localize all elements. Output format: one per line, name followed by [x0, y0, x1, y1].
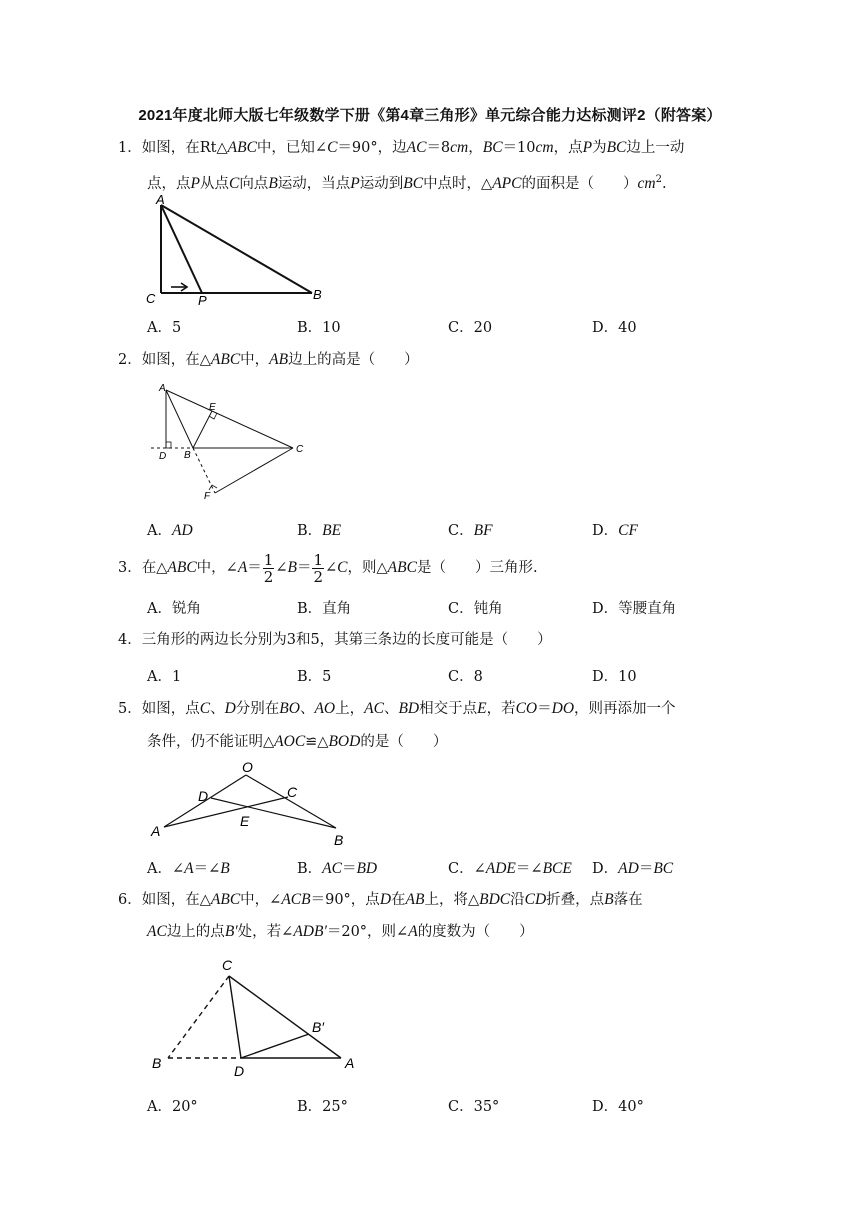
option-text: BF	[473, 522, 493, 539]
var: C	[199, 700, 211, 717]
option-label: A．	[147, 523, 172, 539]
text: ＝	[247, 560, 262, 576]
var: C	[337, 559, 348, 576]
question-6-line-1	[118, 890, 643, 910]
option-label: B．	[297, 669, 323, 685]
var: A	[237, 559, 248, 576]
segment-ap	[161, 205, 202, 293]
var: A	[184, 860, 194, 877]
option-label: D．	[592, 523, 619, 539]
label-c: C	[296, 444, 304, 455]
question-2-option-a[interactable]	[147, 519, 193, 540]
fraction-half	[312, 552, 324, 585]
var: ADE	[485, 860, 516, 877]
option-label: B．	[297, 1099, 323, 1115]
page-title: 2021年度北师大版七年级数学下册《第4章三角形》单元综合能力达标测评2（附答案）	[138, 107, 722, 124]
text: 向点	[239, 175, 269, 192]
question-6-option-b[interactable]	[297, 1095, 348, 1116]
segment-cb-dashed	[168, 976, 229, 1058]
question-2-text	[118, 350, 419, 370]
question-2-option-c[interactable]	[448, 519, 493, 540]
text: ＝90°，点	[310, 892, 380, 908]
label-c: C	[222, 957, 233, 973]
segment-ab	[166, 390, 193, 448]
text: ∠	[171, 861, 185, 877]
option-label: C．	[448, 601, 474, 617]
question-4-option-d[interactable]	[592, 665, 637, 686]
var: cm	[535, 139, 554, 156]
var: AC	[364, 700, 384, 717]
text: ＝	[296, 560, 312, 576]
var: AC	[322, 860, 342, 877]
segment-ac	[166, 390, 293, 448]
var: ABC	[227, 139, 257, 156]
option-text: 锐角	[171, 601, 201, 617]
text: 从点	[199, 175, 229, 192]
option-text: 20°	[171, 1099, 198, 1115]
option-text: 5	[322, 669, 332, 685]
question-5-option-a[interactable]	[147, 857, 230, 878]
var: AC	[406, 139, 427, 156]
option-label: D．	[592, 861, 619, 877]
text: 、	[210, 701, 225, 717]
question-1-option-b[interactable]	[297, 316, 341, 337]
right-angle-mark-f	[209, 485, 217, 490]
text: 上，将△	[424, 892, 480, 908]
label-f: F	[204, 491, 211, 502]
option-label: B．	[297, 523, 323, 539]
var: BC	[482, 139, 503, 156]
label-e: E	[209, 402, 216, 413]
text: 、	[299, 701, 315, 717]
question-6-option-c[interactable]	[448, 1095, 499, 1116]
var: ACB	[281, 891, 311, 908]
var: B′	[224, 923, 238, 940]
label-d: D	[159, 451, 167, 462]
option-label: B．	[297, 601, 323, 617]
superscript: 2	[655, 174, 662, 185]
text: 三角形的两边长分别为3和5，其第三条边的长度可能是（ ）	[141, 632, 552, 648]
text: 中，已知∠	[256, 140, 328, 156]
var: cm	[637, 174, 656, 192]
label-c: C	[146, 291, 156, 306]
option-label: C．	[448, 1099, 474, 1115]
segment-db-prime	[241, 1034, 309, 1058]
text: 的面积是（ ）	[521, 175, 638, 192]
var: B	[220, 860, 230, 877]
segment-cf	[215, 448, 293, 493]
var: cm	[450, 139, 469, 156]
var: BDC	[479, 891, 511, 908]
text: 中点时，△	[423, 175, 493, 192]
text: ≌△	[305, 734, 329, 750]
var: D	[379, 891, 392, 908]
label-b: B	[184, 450, 191, 461]
figure-q5-triangles	[148, 758, 358, 850]
segment-cd	[229, 976, 241, 1058]
text: 如图，在Rt△	[141, 140, 228, 156]
var: D	[224, 700, 236, 717]
option-text: 10	[618, 669, 637, 685]
question-5-option-d[interactable]	[592, 857, 673, 878]
option-text: 10	[322, 320, 341, 336]
text: 边上的高是（ ）	[288, 352, 419, 368]
text: 在	[391, 892, 406, 908]
text: 的度数为（ ）	[417, 924, 534, 940]
question-number: 3．	[118, 560, 142, 576]
question-number: 4．	[118, 632, 142, 648]
var: ADB′	[293, 923, 327, 940]
text: 中，	[240, 352, 270, 368]
text: 为	[592, 140, 607, 156]
label-a: A	[159, 383, 166, 394]
var: BC	[403, 174, 424, 192]
var: ABC	[167, 559, 197, 576]
question-5-option-c[interactable]	[448, 857, 572, 878]
var: AO	[314, 700, 336, 717]
text: 分别在	[235, 701, 280, 717]
question-1-option-a[interactable]	[147, 316, 181, 337]
text: 上，	[335, 701, 365, 717]
text: ＝8	[426, 140, 451, 156]
text: 在△	[141, 560, 168, 576]
text: ，则△	[347, 560, 388, 576]
segment-ca	[229, 976, 341, 1058]
var: BCE	[542, 860, 572, 877]
text: 运动，当点	[277, 175, 351, 192]
question-4-text	[118, 630, 552, 650]
question-5-line-2	[147, 732, 447, 752]
option-label: A．	[147, 320, 172, 336]
text: 相交于点	[419, 701, 478, 717]
text: 条件，仍不能证明△	[147, 734, 275, 750]
text: ＝	[537, 701, 552, 717]
label-d: D	[198, 788, 209, 804]
text: 如图，点	[141, 701, 200, 717]
question-2-option-b[interactable]	[297, 519, 341, 540]
label-a: A	[151, 823, 161, 839]
question-number: 1．	[118, 140, 142, 156]
option-text: 5	[171, 320, 182, 336]
text: 如图，在△	[141, 892, 211, 908]
question-number: 2．	[118, 352, 142, 368]
text: 中，∠	[196, 560, 238, 576]
text: ∠	[325, 560, 338, 576]
var: AC	[147, 923, 167, 940]
var: BC	[653, 860, 674, 877]
option-label: C．	[448, 320, 474, 336]
text: ＝	[638, 861, 654, 877]
text: ，点	[553, 140, 583, 156]
question-4-option-c[interactable]	[448, 665, 483, 686]
question-3-option-c[interactable]	[448, 597, 503, 618]
var: ABC	[210, 351, 241, 368]
label-c: C	[287, 784, 298, 800]
text: 处，若∠	[237, 924, 294, 940]
var: C	[327, 139, 338, 156]
numerator: 1	[313, 550, 324, 569]
option-text: 35°	[473, 1099, 500, 1115]
var: CO	[515, 700, 538, 717]
var: APC	[492, 174, 522, 192]
text: 点，点	[147, 175, 191, 192]
text: ∠	[275, 560, 288, 576]
question-4-option-a[interactable]	[147, 665, 181, 686]
option-label: A．	[147, 861, 172, 877]
var: BD	[356, 860, 378, 877]
option-label: C．	[448, 669, 474, 685]
segment-ob	[246, 775, 336, 828]
question-5-line-1	[118, 699, 676, 719]
text: ＝90°，边	[337, 140, 407, 156]
text: 是（ ）三角形.	[416, 560, 538, 576]
question-6-line-2	[147, 922, 534, 942]
var: B	[268, 174, 278, 192]
option-label: D．	[592, 320, 619, 336]
var: B	[287, 559, 297, 576]
label-b: B	[152, 1055, 162, 1071]
option-text: 40	[618, 320, 637, 336]
option-label: D．	[592, 601, 619, 617]
question-number: 6．	[118, 892, 142, 908]
var: P	[350, 174, 360, 192]
option-label: A．	[147, 669, 172, 685]
text: 、	[383, 701, 399, 717]
question-2-option-d[interactable]	[592, 519, 638, 540]
option-text: 等腰直角	[618, 601, 677, 617]
label-d: D	[234, 1063, 245, 1079]
option-text: BE	[322, 522, 342, 539]
text: 折叠，点	[546, 892, 605, 908]
question-6-option-a[interactable]	[147, 1095, 198, 1116]
option-label: A．	[147, 1099, 172, 1115]
var: BOD	[328, 733, 361, 750]
text: 中，∠	[240, 892, 282, 908]
var: AD	[618, 860, 639, 877]
option-label: B．	[297, 320, 323, 336]
text: ＝∠	[515, 861, 543, 877]
text: ，若	[486, 701, 516, 717]
right-angle-mark-d	[166, 442, 171, 448]
option-text: 25°	[322, 1099, 348, 1115]
var: ABC	[210, 891, 241, 908]
option-label: C．	[448, 861, 474, 877]
option-text: 8	[473, 669, 483, 685]
label-o: O	[242, 759, 253, 775]
var: BO	[279, 700, 300, 717]
option-text: 直角	[322, 601, 352, 617]
text: 边上的点	[166, 924, 225, 940]
text: ＝	[341, 861, 357, 877]
var: BC	[606, 139, 627, 156]
text: 如图，在△	[141, 352, 211, 368]
figure-q6-folding	[146, 952, 366, 1082]
text: 运动到	[359, 175, 404, 192]
option-text: 1	[171, 669, 182, 685]
question-3-option-b[interactable]	[297, 597, 351, 618]
text: 的是（ ）	[360, 734, 448, 750]
var: A	[408, 923, 418, 940]
question-1-line-1	[118, 138, 684, 158]
label-p: P	[198, 293, 207, 308]
segment-bd	[211, 798, 336, 828]
label-a: A	[156, 192, 165, 207]
option-text: 40°	[618, 1099, 644, 1115]
question-3-option-d[interactable]	[592, 597, 676, 618]
label-b-prime: B′	[312, 1019, 324, 1035]
var: AB	[405, 891, 425, 908]
text: 边上一动	[626, 140, 685, 156]
figure-q2-triangle	[145, 378, 315, 504]
var: B	[604, 891, 614, 908]
text: ，则再添加一个	[574, 701, 676, 717]
var: DO	[551, 700, 575, 717]
question-6-option-d[interactable]	[592, 1095, 644, 1116]
option-label: B．	[297, 861, 323, 877]
option-text: CF	[618, 522, 638, 539]
var: C	[228, 174, 240, 192]
var: P	[582, 139, 593, 156]
option-text: 钝角	[473, 601, 503, 617]
text: ，	[468, 140, 483, 156]
text: 沿	[510, 892, 525, 908]
label-b: B	[334, 832, 344, 848]
var: AOC	[274, 733, 306, 750]
var: E	[477, 700, 487, 717]
numerator: 1	[263, 550, 274, 569]
option-text: 20	[473, 320, 493, 336]
question-3-text	[118, 548, 538, 588]
option-label: A．	[147, 601, 172, 617]
option-text: AD	[171, 522, 193, 539]
question-number: 5．	[118, 701, 142, 717]
var: BD	[398, 700, 420, 717]
var: P	[190, 174, 200, 192]
label-a: A	[345, 1055, 355, 1071]
var: ABC	[387, 559, 417, 576]
text: ＝10	[502, 140, 536, 156]
segment-ab	[161, 205, 312, 293]
question-5-option-b[interactable]	[297, 857, 377, 878]
var: CD	[524, 891, 547, 908]
question-1-option-c[interactable]	[448, 316, 492, 337]
option-label: D．	[592, 1099, 619, 1115]
text: 落在	[613, 892, 643, 908]
denominator: 2	[263, 567, 274, 586]
text: ∠	[473, 861, 486, 877]
var: AB	[269, 351, 289, 368]
label-b: B	[313, 287, 322, 302]
question-4-option-b[interactable]	[297, 665, 331, 686]
option-label: D．	[592, 669, 619, 685]
text: ＝∠	[193, 861, 221, 877]
denominator: 2	[313, 567, 324, 586]
fraction-half	[263, 552, 275, 585]
question-3-option-a[interactable]	[147, 597, 201, 618]
label-e: E	[240, 813, 250, 829]
figure-q1-triangle	[140, 190, 340, 308]
text: ＝20°，则∠	[326, 924, 409, 940]
text: .	[661, 175, 667, 192]
question-1-option-d[interactable]	[592, 316, 637, 337]
option-label: C．	[448, 523, 474, 539]
